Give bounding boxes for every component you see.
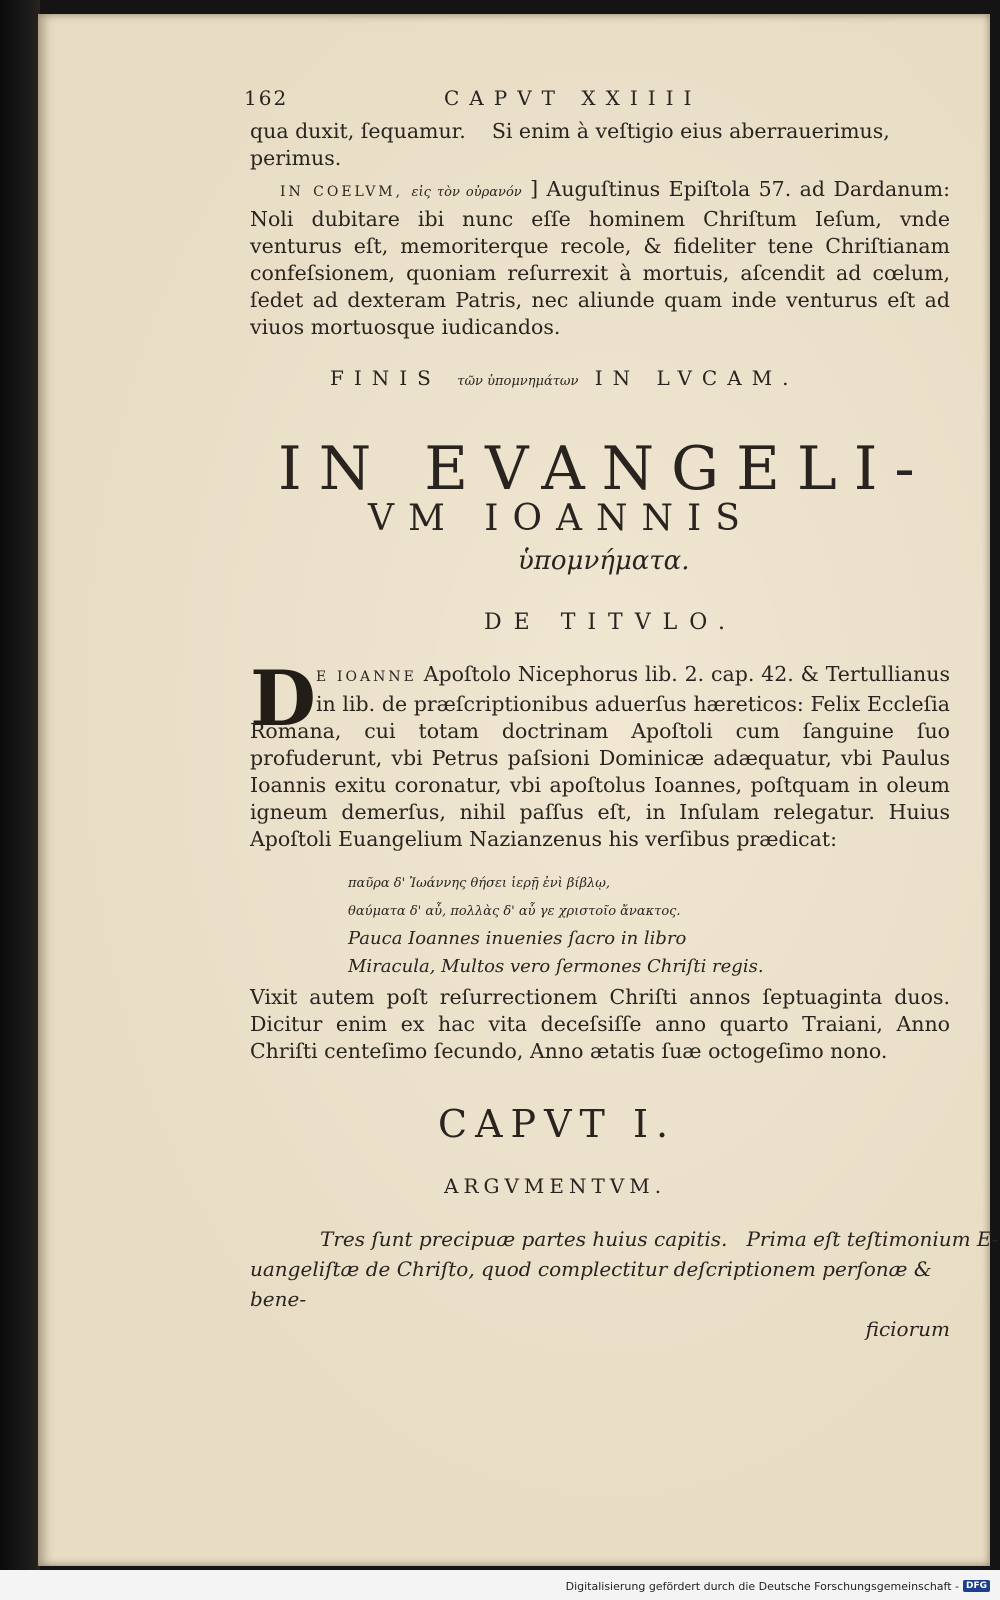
finis-tail: IN LVCAM. <box>594 366 799 390</box>
top-line-2: perimus. <box>250 146 342 170</box>
lemma-text: ] Auguſtinus Epiſtola 57. ad Dardanum: Noli dubitare ibi nunc eſſe hominem Chriſtum Ieſum, vnde venturus eſt, memoriterque recole, & fideliter tene Chriſtianam confeſsionem, quoniam reſurrexit à mortuis, aſcendit ad cœlum, ſedet ad dexteram Patris, nec aliunde quam inde venturus eſt ad viuos mortuosque iudicandos. <box>250 177 950 339</box>
main-title-greek: ὑπομνήματα. <box>518 546 690 576</box>
section-heading: DE TITVLO. <box>484 610 737 635</box>
finis-greek: τῶν ὑπομνημάτων <box>457 374 579 389</box>
verse-greek-2: θαύματα δ' αὖ, πολλὰς δ' αὖ γε χριστοῖο ἄνακτος. <box>348 904 681 919</box>
argumentum-line-1: Tres ſunt precipuæ partes huius capitis. Prima eſt teſtimonium E- <box>320 1227 999 1251</box>
intro-text: Apoſtolo Nicephorus lib. 2. cap. 42. & Tertullianus in lib. de præſcriptionibus aduerſus hæreticos: Felix Eccleſia Romana, cui totam doctrinam Apoſtoli cum ſanguine ſuo profuderunt, vbi Petrus paſsioni Dominicæ adæquatur, vbi Paulus Ioannis exitu coronatur, vbi apoſtolus Ioannes, poſtquam in oleum igneum demerſus, nihil paſſus eſt, in Inſulam relegatur. Huius Apoſtoli Euangelium Nazianzenus his verſibus prædicat: <box>250 662 950 851</box>
top-lines <box>250 118 950 172</box>
verse-greek-1: παῦρα δ' Ἰωάννης θήσει ἱερῇ ἐνὶ βίβλῳ, <box>348 876 611 891</box>
finis-line <box>330 366 870 396</box>
page-number: 162 <box>244 86 289 110</box>
book-page <box>38 14 999 1566</box>
drop-capital: D <box>250 654 316 743</box>
chapter-heading: CAPVT I. <box>438 1102 677 1146</box>
argumentum-heading: ARGVMENTVM. <box>444 1174 667 1198</box>
intro-small-caps: E IOANNE <box>316 669 417 685</box>
credit-text: Digitalisierung gefördert durch die Deutsche Forschungsgemeinschaft - <box>565 1579 959 1593</box>
running-header <box>244 86 794 116</box>
argumentum-text <box>250 1224 999 1344</box>
verse-latin-2: Miracula, Multos vero ſermones Chriſti regis. <box>348 956 764 977</box>
dfg-logo: DFG <box>963 1580 990 1592</box>
lemma-greek: εἰς τὸν οὐρανόν <box>411 185 522 200</box>
digitization-credit <box>560 1576 990 1596</box>
verse-latin-1: Pauca Ioannes inuenies ſacro in libro <box>348 928 687 949</box>
book-binding-edge <box>0 0 40 1600</box>
top-line-1: qua duxit, ſequamur. Si enim à veſtigio eius aberrauerimus, <box>250 119 890 143</box>
argumentum-line-2: uangeliſtæ de Chriſto, quod complectitur deſcriptionem perſonæ & bene- <box>250 1257 932 1311</box>
main-title-line-1: IN EVANGELI- <box>278 434 932 504</box>
argumentum-line-3: ficiorum <box>865 1317 950 1341</box>
commentary-paragraph <box>250 176 950 341</box>
finis-word: FINIS <box>330 366 441 390</box>
closing-paragraph: Vixit autem poſt reſurrectionem Chriſti annos ſeptuaginta duos. Dicitur enim ex hac vita deceſsiſſe anno quarto Traiani, Anno Chriſti centeſimo ſecundo, Anno ætatis ſuæ octogeſimo nono. <box>250 985 950 1063</box>
lemma-small-caps: IN COELVM, <box>280 184 404 200</box>
running-title: CAPVT XXIIII <box>444 86 702 110</box>
main-title-line-2: VM IOANNIS <box>368 498 754 539</box>
intro-paragraph <box>250 654 950 853</box>
